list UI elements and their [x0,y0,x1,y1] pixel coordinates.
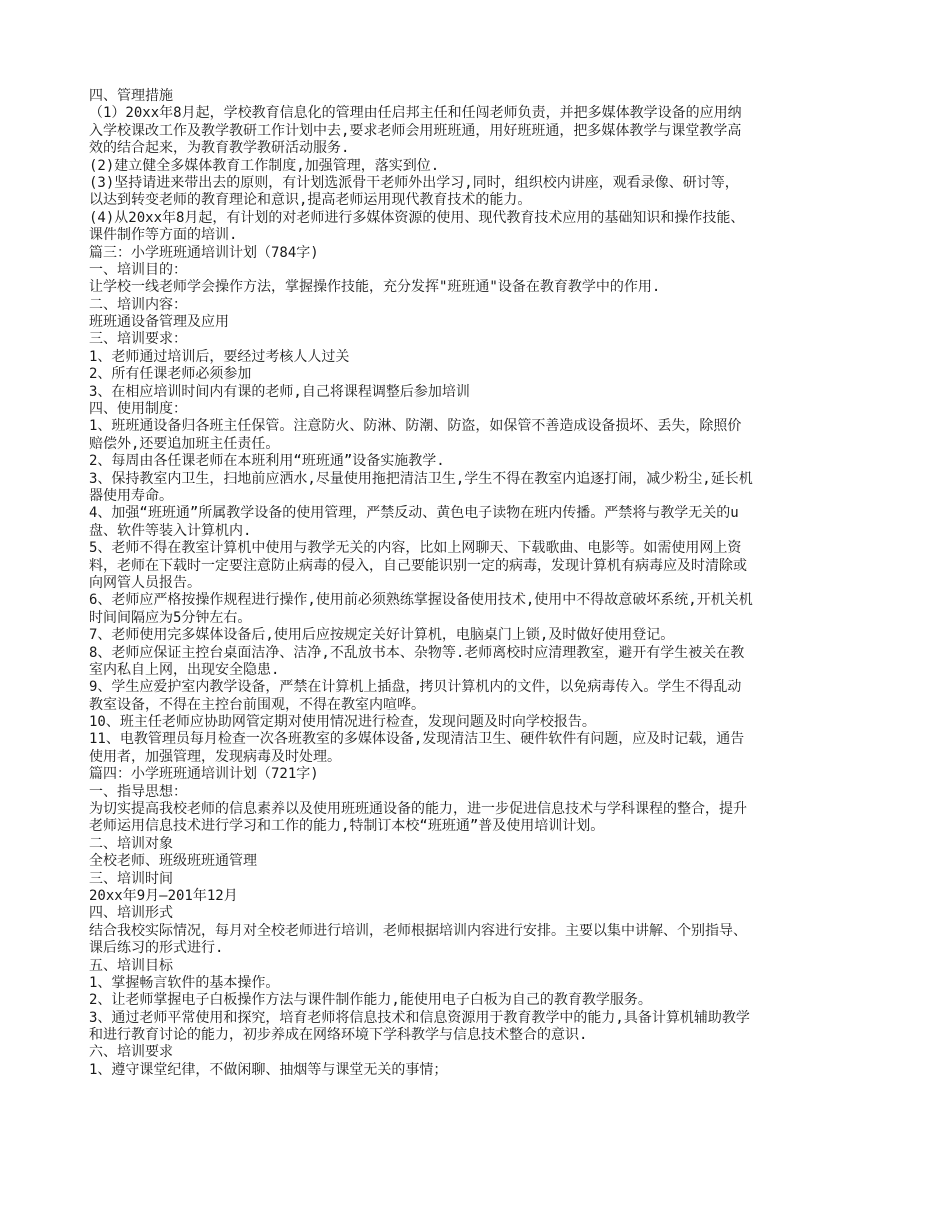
text-line: 篇三：小学班班通培训计划（784字) [89,244,319,261]
text-line: 料，老师在下载时一定要注意防止病毒的侵入，自己要能识别一定的病毒，发现计算机有病毒应及时清除或 [89,557,747,574]
text-line: 1、遵守课堂纪律，不做闲聊、抽烟等与课堂无关的事情； [89,1061,448,1078]
document-body [89,88,889,1079]
text-line: 三、培训要求： [89,331,187,348]
text-line: 2、所有任课老师必须参加 [89,366,252,383]
text-line: 使用者，加强管理，发现病毒及时处理。 [89,748,341,765]
text-line: （1）20xx年8月起，学校教育信息化的管理由任启邦主任和任闯老师负责，并把多媒体教学设备的应用纳 [89,105,742,122]
text-line: 6、老师应严格按操作规程进行操作,使用前必须熟练掌握设备使用技术,使用中不得故意破坏系统,开机关机 [89,592,753,609]
text-line: 向网管人员报告。 [89,574,201,591]
text-line: 四、培训形式 [89,905,173,922]
text-line: 盘、软件等装入计算机内. [89,522,252,539]
text-line: 一、指导思想： [89,783,187,800]
text-line: 3、在相应培训时间内有课的老师,自己将课程调整后参加培训 [89,383,470,400]
text-line: 全校老师、班级班班通管理 [89,853,257,870]
text-line: 二、培训对象 [89,835,173,852]
text-line: 让学校一线老师学会操作方法，掌握操作技能，充分发挥"班班通"设备在教育教学中的作用. [89,279,661,296]
text-line: 老师运用信息技术进行学习和工作的能力,特制订本校“班班通”普及使用培训计划。 [89,818,605,835]
text-line: 1、班班通设备归各班主任保管。注意防火、防淋、防潮、防盗，如保管不善造成设备损坏、丢失，除照价 [89,418,742,435]
text-line: 四、管理措施 [89,88,173,104]
text-line: 以达到转变老师的教育理论和意识,提高老师运用现代教育技术的能力。 [89,192,532,209]
text-line: 3、通过老师平常使用和探究，培育老师将信息技术和信息资源用于教育教学中的能力,具备计算机辅助教学 [89,1009,750,1026]
text-line: 室内私自上网，出现安全隐患. [89,661,280,678]
text-line: 5、老师不得在教室计算机中使用与教学无关的内容，比如上网聊天、下载歌曲、电影等。如需使用网上资 [89,540,742,557]
text-line: 20xx年9月—201年12月 [89,887,238,904]
text-line: 教室设备，不得在主控台前围观，不得在教室内喧哗。 [89,696,425,713]
text-line: 为切实提高我校老师的信息素养以及使用班班通设备的能力，进一步促进信息技术与学科课程的整合，提升 [89,801,747,818]
text-line: (2)建立健全多媒体教育工作制度,加强管理，落实到位. [89,157,440,174]
text-line: 篇四：小学班班通培训计划（721字) [89,766,319,783]
text-line: 和进行教育讨论的能力，初步养成在网络环境下学科教学与信息技术整合的意识. [89,1027,588,1044]
text-line: (3)坚持请进来带出去的原则，有计划选派骨干老师外出学习,同时，组织校内讲座，观看录像、研讨等， [89,174,739,191]
text-line: 8、老师应保证主控台桌面洁净、洁净,不乱放书本、杂物等.老师离校时应清理教室，避开有学生被关在教 [89,644,745,661]
text-line: 五、培训目标 [89,957,173,974]
text-line: 课件制作等方面的培训. [89,227,238,244]
text-line: 2、每周由各任课老师在本班利用“班班通”设备实施教学. [89,453,445,470]
text-line: 效的结合起来，为教育教学教研活动服务. [89,140,350,157]
text-line: 结合我校实际情况，每月对全校老师进行培训，老师根据培训内容进行安排。主要以集中讲解、个别指导、 [89,922,747,939]
text-line: 3、保持教室内卫生，扫地前应洒水,尽量使用拖把清洁卫生,学生不得在教室内追逐打闹，减少粉尘,延长机 [89,470,753,487]
text-line: 7、老师使用完多媒体设备后,使用后应按规定关好计算机，电脑桌门上锁,及时做好使用登记。 [89,627,675,644]
text-line: 9、学生应爱护室内教学设备，严禁在计算机上插盘，拷贝计算机内的文件，以免病毒传入。学生不得乱动 [89,679,742,696]
text-line: 六、培训要求 [89,1044,173,1061]
text-line: 时间间隔应为5分钟左右。 [89,609,252,626]
text-line: 三、培训时间 [89,870,173,887]
text-line: (4)从20xx年8月起，有计划的对老师进行多媒体资源的使用、现代教育技术应用的基础知识和操作技能、 [89,209,745,226]
text-line: 器使用寿命。 [89,487,173,504]
text-line: 1、掌握畅言软件的基本操作。 [89,974,280,991]
text-line: 11、电教管理员每月检查一次各班教室的多媒体设备,发现清洁卫生、硬件软件有问题，应及时记载，通告 [89,731,745,748]
text-line: 10、班主任老师应协助网管定期对使用情况进行检查，发现问题及时向学校报告。 [89,714,596,731]
text-line: 入学校课改工作及教学教研工作计划中去,要求老师会用班班通，用好班班通，把多媒体教学与课堂教学高 [89,122,742,139]
text-line: 班班通设备管理及应用 [89,314,229,331]
text-line: 二、培训内容： [89,296,187,313]
text-line: 课后练习的形式进行. [89,940,224,957]
text-line: 1、老师通过培训后，要经过考核人人过关 [89,348,350,365]
text-line: 赔偿外,还要追加班主任责任。 [89,435,280,452]
text-line: 4、加强“班班通”所属教学设备的使用管理，严禁反动、黄色电子读物在班内传播。严禁将与教学无关的u [89,505,739,522]
text-line: 一、培训目的： [89,261,187,278]
text-line: 四、使用制度： [89,401,187,418]
text-line: 2、让老师掌握电子白板操作方法与课件制作能力,能使用电子白板为自己的教育教学服务。 [89,992,652,1009]
